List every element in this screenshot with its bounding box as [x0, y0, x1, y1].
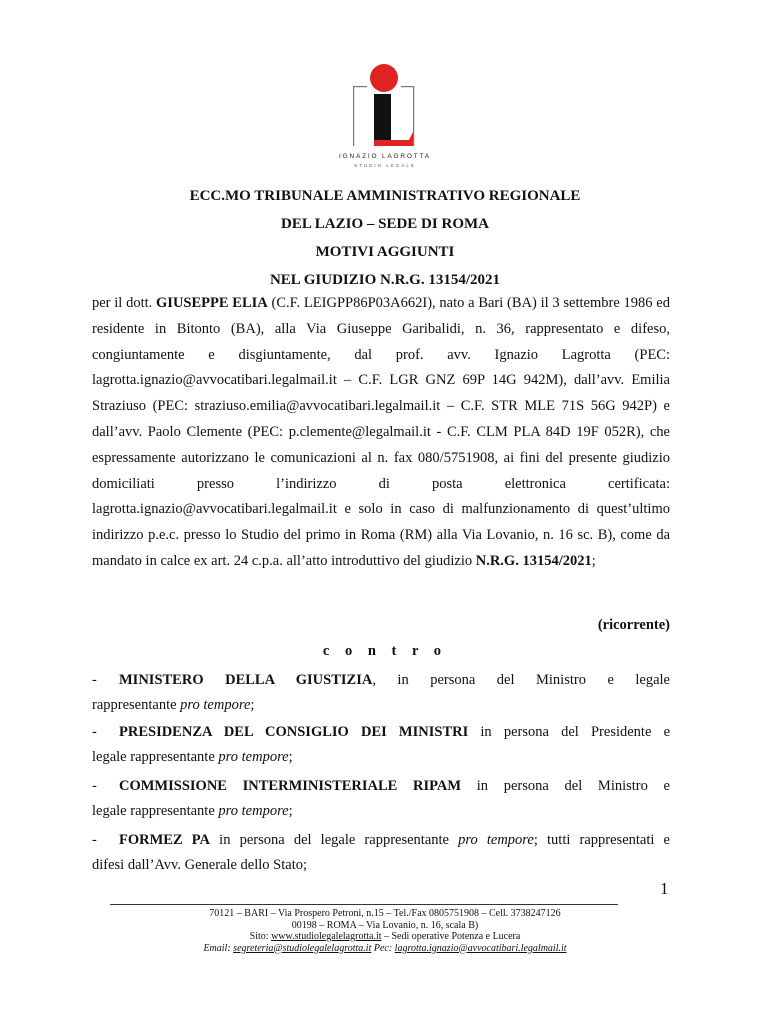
footer-divider	[110, 904, 618, 905]
heading-line-2: DEL LAZIO – SEDE DI ROMA	[281, 216, 489, 232]
respondent-item	[92, 774, 670, 823]
footer	[0, 908, 770, 954]
respondent-detail-2: rappresentante	[92, 696, 181, 713]
pro-tempore: pro tempore	[218, 748, 289, 765]
respondent-item	[92, 668, 670, 717]
footer-offices: – Sedi operative Potenza e Lucera	[381, 931, 521, 942]
list-dash: -	[92, 778, 97, 794]
role-label: (ricorrente)	[597, 617, 670, 633]
intro-part-3: ;	[591, 552, 596, 569]
email-link[interactable]: segreteria@studiolegalelagrotta.it	[233, 942, 372, 954]
respondent-detail-3: ; tutti rappresentati e	[533, 832, 670, 848]
footer-line-2: 00198 – ROMA – Via Lovanio, n. 16, scala B)	[291, 919, 479, 931]
heading-line-1: ECC.MO TRIBUNALE AMMINISTRATIVO REGIONALE	[189, 188, 581, 204]
respondent-detail: in persona del Presidente e	[468, 724, 670, 740]
respondent-punct: ;	[288, 802, 293, 819]
respondent-name: COMMISSIONE INTERMINISTERIALE RIPAM	[119, 778, 462, 794]
heading-line-4: NEL GIUDIZIO N.R.G. 13154/2021	[269, 272, 501, 288]
respondent-item	[92, 720, 670, 769]
respondent-name: FORMEZ PA	[119, 832, 211, 848]
respondent-detail: in persona del Ministro e	[461, 778, 670, 794]
footer-line-3	[0, 931, 770, 943]
respondent-item	[92, 828, 670, 877]
respondent-detail-2: legale rappresentante	[92, 748, 219, 765]
respondent-punct: ;	[250, 696, 255, 713]
client-name: GIUSEPPE ELIA	[156, 295, 268, 311]
respondent-detail: in persona del legale rappresentante	[210, 832, 459, 848]
heading-line-3: MOTIVI AGGIUNTI	[315, 244, 455, 260]
intro-part-1: per il dott.	[92, 295, 157, 311]
respondent-name: MINISTERO DELLA GIUSTIZIA	[119, 672, 373, 688]
footer-line-4	[0, 943, 770, 955]
respondent-detail: , in persona del Ministro e legale	[372, 672, 670, 688]
logo-frame-top	[353, 86, 367, 87]
intro-part-2: (C.F. LEIGPP86P03A662I), nato a Bari (BA) il 3 settembre 1986 ed residente in Bitonto (BA), alla Via Giuseppe Garibalidi, n. 36, rappresentato e difeso, congiuntamente e disgiuntamente, dal prof. avv. Ignazio Lagrotta (PEC: lagrotta.ignazio@avvocatibari.legalmail.it – C.F. LGR GNZ 69P 14G 942M), dall’avv. Emilia Straziuso (PEC: straziuso.emilia@avvocatibari.legalmail.it – C.F. STR MLE 71S 56G 942P) e dall’avv. Paolo Clemente (PEC: p.clemente@legalmail.it - C.F. CLM PLA 84D 19F 052R), che espressamente autorizzano le comunicazioni al n. fax 080/5751908, ai fini del presente giudizio domiciliati presso l’indirizzo di posta elettronica certificata: lagrotta.ignazio@avvocatibari.legalmail.it e solo in caso di malfunzionamento di quest’ultimo indirizzo p.e.c. presso lo Studio del primo in Roma (RM) alla Via Lovanio, n. 16 sc. B), come da mandato in calce ex art. 24 c.p.a. all’atto introduttivo del giudizio	[92, 295, 670, 569]
logo-frame-left	[353, 86, 354, 146]
case-number: N.R.G. 13154/2021	[475, 552, 592, 569]
footer-site-label: Sito:	[249, 931, 272, 942]
footer-pec-label: Pec:	[371, 942, 395, 954]
logo-frame-top-right	[401, 86, 414, 87]
list-dash: -	[92, 832, 97, 848]
respondent-detail-2: difesi dall’Avv. Generale dello Stato;	[92, 856, 308, 873]
respondent-name: PRESIDENZA DEL CONSIGLIO DEI MINISTRI	[119, 724, 469, 740]
footer-email-label: Email:	[203, 942, 234, 954]
website-link[interactable]: www.studiolegalelagrotta.it	[271, 931, 382, 942]
list-dash: -	[92, 672, 97, 688]
intro-paragraph	[92, 291, 670, 575]
list-dash: -	[92, 724, 97, 740]
logo-letters: IGNAZIO LAGROTTA	[339, 153, 431, 160]
pec-link[interactable]: lagrotta.ignazio@avvocatibari.legalmail.it	[394, 942, 567, 954]
logo-letter-stem	[374, 94, 391, 146]
respondent-punct: ;	[288, 748, 293, 765]
contro-heading: c o n t r o	[322, 643, 448, 659]
footer-line-1: 70121 – BARI – Via Prospero Petroni, n.15 – Tel./Fax 0805751908 – Cell. 3738247126	[209, 908, 561, 919]
pro-tempore: pro tempore	[458, 832, 534, 848]
logo-red-dot	[370, 64, 398, 92]
logo-frame-right	[413, 86, 414, 146]
respondent-detail-2: legale rappresentante	[92, 802, 219, 819]
logo-subtitle: STUDIO LEGALE	[354, 163, 416, 168]
page-number: 1	[660, 879, 669, 898]
pro-tempore: pro tempore	[218, 802, 289, 819]
pro-tempore: pro tempore	[180, 696, 251, 713]
